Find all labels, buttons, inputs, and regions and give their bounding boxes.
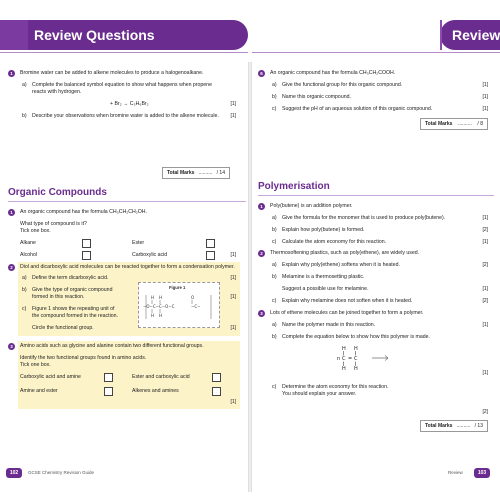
- part-text: Melamine is a thermosetting plastic.: [282, 274, 365, 280]
- left-banner-edge: [0, 20, 28, 50]
- tick-box[interactable]: [82, 251, 91, 260]
- page-number: 103: [474, 468, 490, 478]
- mark: [2]: [482, 262, 488, 268]
- question-text: Thermosoftening plastics, such as poly(ethene), are widely used.: [270, 250, 420, 256]
- part-text: reacts with hydrogen.: [32, 89, 82, 95]
- svg-text:n: n: [337, 356, 341, 362]
- ethene-structure: [330, 344, 410, 374]
- figure-label: Figure 1: [169, 285, 186, 290]
- option-label: Alkane: [20, 240, 36, 246]
- question-number: 1: [8, 209, 15, 216]
- part-text: Calculate the atom economy for this reaction.: [282, 239, 387, 245]
- equation: + Br₂ → C₃H₆Br₂: [110, 101, 149, 107]
- option-label: Alkenes and amines: [132, 388, 179, 394]
- part-label: a): [272, 262, 277, 268]
- part-label: c): [272, 384, 277, 390]
- section-rule: [8, 201, 246, 202]
- part-text: Describe your observations when bromine water is added to the alkene molecule.: [32, 113, 219, 119]
- question-text: Lots of ethene molecules can be joined together to form a polymer.: [270, 310, 424, 316]
- part-text: Give the formula for the monomer that is used to produce poly(butene).: [282, 215, 446, 221]
- option-label: Ester and carboxylic acid: [132, 374, 190, 380]
- question-number: 2: [258, 250, 265, 257]
- instruction: Tick one box.: [20, 228, 51, 234]
- tick-box[interactable]: [104, 387, 113, 396]
- instruction: Tick one box.: [20, 362, 51, 368]
- mark: [2]: [482, 227, 488, 233]
- part-label: b): [272, 274, 277, 280]
- left-header-banner: [28, 20, 248, 50]
- total-marks-box: [420, 420, 488, 432]
- part-label: a): [22, 275, 27, 281]
- option-label: Amine and ester: [20, 388, 58, 394]
- tick-box[interactable]: [212, 387, 221, 396]
- question-number: 1: [258, 203, 265, 210]
- part-text: Explain why poly(ethene) softens when it is heated.: [282, 262, 400, 268]
- mark: [1]: [482, 106, 488, 112]
- tick-box[interactable]: [104, 373, 113, 382]
- part-text: Define the term dicarboxylic acid.: [32, 275, 109, 281]
- option-label: Alcohol: [20, 252, 38, 258]
- part-label: c): [272, 298, 277, 304]
- option-label: Carboxylic acid: [132, 252, 168, 258]
- mark: [1]: [230, 325, 236, 331]
- part-label: b): [272, 94, 277, 100]
- part-text: Name this organic compound.: [282, 94, 351, 100]
- svg-text:=: =: [348, 356, 353, 362]
- page-number: 102: [6, 468, 22, 478]
- part-text: Suggest a possible use for melamine.: [282, 286, 369, 292]
- mark: [1]: [482, 215, 488, 221]
- question-number: 1: [8, 70, 15, 77]
- part-text: Determine the atom economy for this reaction.: [282, 384, 389, 390]
- question-text: Poly(butene) is an addition polymer.: [270, 203, 353, 209]
- part-text: Figure 1 shows the repeating unit of: [32, 306, 115, 312]
- svg-text:H: H: [342, 366, 346, 372]
- option-label: Carboxylic acid and amine: [20, 374, 81, 380]
- section-rule: [258, 195, 494, 196]
- right-header-banner: [440, 20, 500, 50]
- part-text: Give the functional group for this organic compound.: [282, 82, 403, 88]
- total-marks-box: [162, 167, 230, 179]
- question-text: Bromine water can be added to alkene molecules to produce a halogenoalkane.: [20, 70, 204, 76]
- part-text: Give the type of organic compound: [32, 287, 113, 293]
- footer-title: Review: [448, 470, 463, 475]
- total-marks-box: [420, 118, 488, 130]
- right-header-rule: [252, 52, 500, 53]
- section-title: Organic Compounds: [8, 187, 107, 198]
- left-banner-title: Review Questions: [34, 27, 155, 43]
- total-value: / 14: [216, 170, 225, 176]
- question-text: An organic compound has the formula CH₃CH₂CH₂OH.: [20, 209, 147, 215]
- mark: [1]: [230, 399, 236, 405]
- mark: [1]: [482, 370, 488, 376]
- right-banner-edge: [440, 20, 442, 50]
- question-text: Amino acids such as glycine and alanine contain two different functional groups.: [20, 343, 204, 349]
- svg-text:H: H: [159, 313, 163, 318]
- svg-text:H: H: [342, 346, 346, 352]
- part-text: You should explain your answer.: [282, 391, 357, 397]
- section-title: Polymerisation: [258, 181, 330, 192]
- part-label: b): [22, 287, 27, 293]
- total-dots: ..........: [198, 170, 213, 176]
- total-dots: ..........: [457, 121, 472, 127]
- total-label: Total Marks: [425, 423, 453, 429]
- polyester-repeat-unit: [143, 293, 215, 323]
- svg-text:C: C: [354, 356, 358, 362]
- svg-text:−O−C−C−O−C: −O−C−C−O−C: [143, 304, 175, 309]
- mark: [1]: [482, 239, 488, 245]
- svg-text:C: C: [342, 356, 346, 362]
- right-banner-title: Review: [452, 27, 500, 43]
- svg-text:−C−: −C−: [191, 304, 201, 309]
- part-label: b): [22, 113, 27, 119]
- mark: [1]: [230, 294, 236, 300]
- question-text: Diol and dicarboxylic acid molecules can be reacted together to form a condensation polymer.: [20, 264, 235, 270]
- part-text: Complete the balanced symbol equation to show what happens when propene: [32, 82, 212, 88]
- mark: [1]: [482, 286, 488, 292]
- svg-text:H: H: [151, 313, 155, 318]
- left-header-rule: [0, 52, 248, 53]
- mark: [1]: [482, 82, 488, 88]
- part-text: Suggest the pH of an aqueous solution of this organic compound.: [282, 106, 433, 112]
- footer-title: GCSE Chemistry Revision Guide: [28, 470, 95, 475]
- mark: [1]: [230, 113, 236, 119]
- question-number: 3: [8, 343, 15, 350]
- question-number: 3: [258, 310, 265, 317]
- part-label: b): [272, 334, 277, 340]
- tick-box[interactable]: [212, 373, 221, 382]
- part-text: Explain why melamine does not soften when it is heated.: [282, 298, 413, 304]
- total-value: / 13: [474, 423, 483, 429]
- mark: [2]: [482, 409, 488, 415]
- question-number: 6: [258, 70, 265, 77]
- total-value: / 8: [477, 121, 483, 127]
- svg-text:O: O: [191, 295, 195, 300]
- mark: [1]: [482, 94, 488, 100]
- svg-text:H: H: [151, 295, 155, 300]
- figure-1-box: [138, 282, 220, 328]
- total-label: Total Marks: [425, 121, 453, 127]
- mark: [2]: [482, 298, 488, 304]
- svg-text:H: H: [159, 295, 163, 300]
- part-text: Explain how poly(butene) is formed.: [282, 227, 365, 233]
- svg-text:H: H: [354, 366, 358, 372]
- tick-box[interactable]: [206, 251, 215, 260]
- question-subtext: Identify the two functional groups found in amino acids.: [20, 355, 147, 361]
- mark: [1]: [230, 252, 236, 258]
- part-text: formed in this reaction.: [32, 294, 85, 300]
- part-label: a): [272, 82, 277, 88]
- mark: [1]: [230, 101, 236, 107]
- part-label: c): [22, 306, 27, 312]
- part-label: a): [272, 215, 277, 221]
- tick-box[interactable]: [206, 239, 215, 248]
- book-gutter: [248, 62, 252, 492]
- question-subtext: What type of compound is it?: [20, 221, 87, 227]
- part-label: c): [272, 106, 277, 112]
- total-dots: ..........: [456, 423, 471, 429]
- tick-box[interactable]: [82, 239, 91, 248]
- mark: [1]: [482, 322, 488, 328]
- part-text: Circle the functional group.: [32, 325, 94, 331]
- part-text: Name the polymer made in this reaction.: [282, 322, 376, 328]
- question-number: 2: [8, 264, 15, 271]
- part-text: the compound formed in the reaction.: [32, 313, 118, 319]
- question-text: An organic compound has the formula CH₃CH₂COOH.: [270, 70, 396, 76]
- part-label: a): [22, 82, 27, 88]
- mark: [1]: [230, 275, 236, 281]
- part-label: c): [272, 239, 277, 245]
- option-label: Ester: [132, 240, 145, 246]
- total-label: Total Marks: [167, 170, 195, 176]
- part-label: a): [272, 322, 277, 328]
- part-text: Complete the equation below to show how this polymer is made.: [282, 334, 430, 340]
- part-label: b): [272, 227, 277, 233]
- svg-text:H: H: [354, 346, 358, 352]
